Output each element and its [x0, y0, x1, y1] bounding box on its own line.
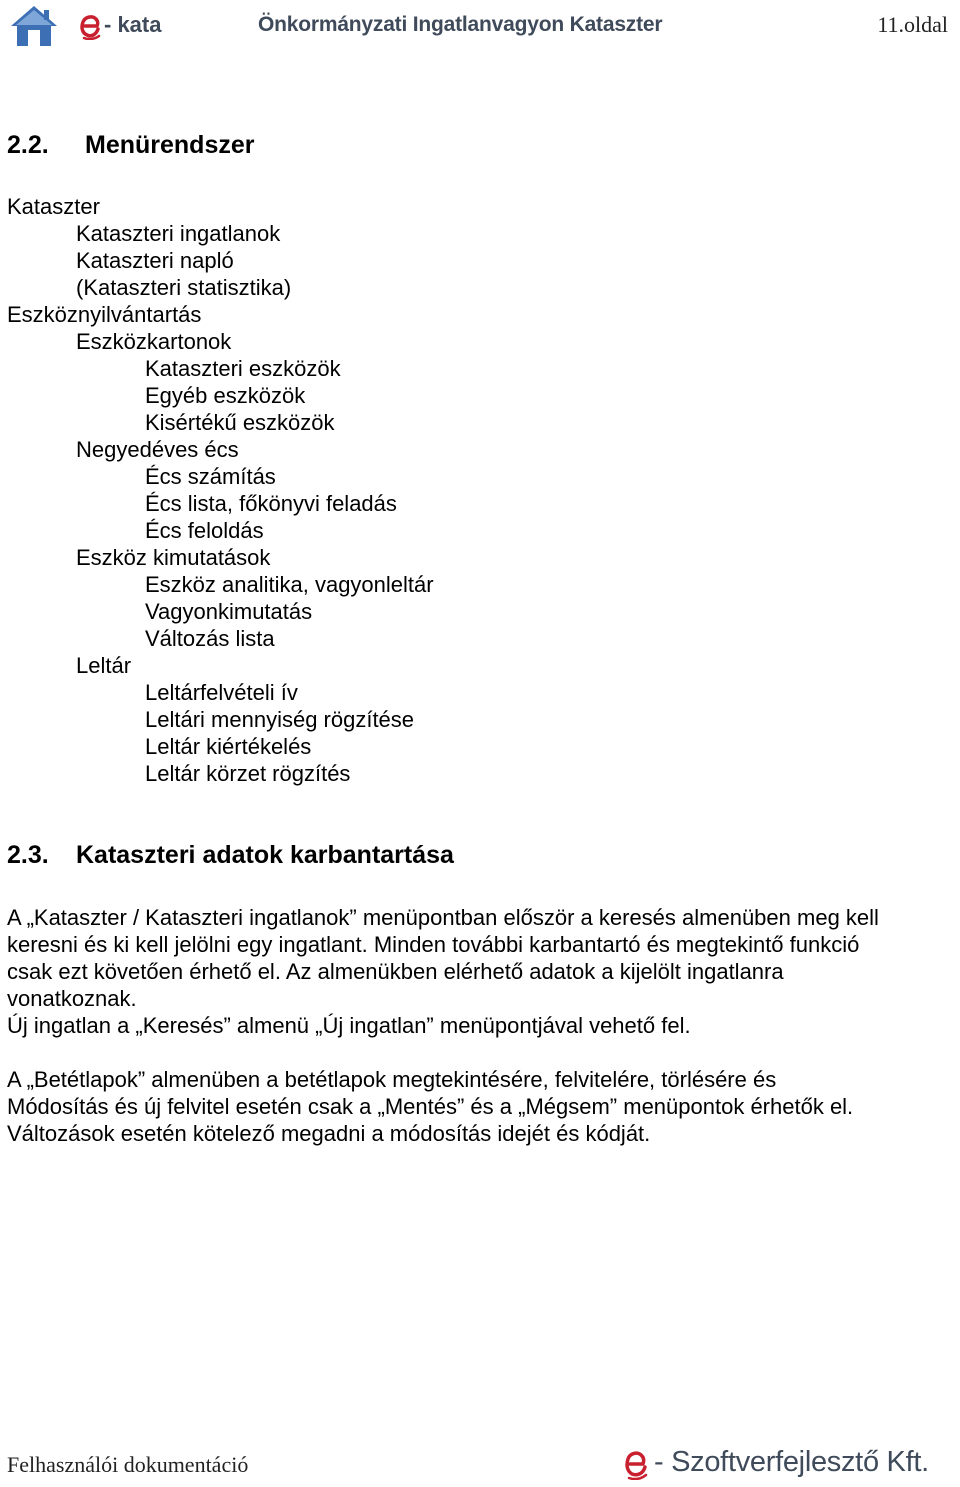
- text-line: csak ezt követően érhető el. Az almenükben elérhető adatok a kijelölt ingatlanra: [7, 959, 784, 984]
- paragraph-intro: [7, 904, 952, 1039]
- menu-item-level-1: Eszköznyilvántartás: [7, 302, 202, 327]
- menu-item-level-3: Változás lista: [145, 626, 275, 651]
- menu-item-level-3: Écs lista, főkönyvi feladás: [145, 491, 397, 516]
- menu-item-level-3: Kisértékű eszközök: [145, 410, 335, 435]
- menu-item-level-1: Kataszter: [7, 194, 100, 219]
- text-line: Változások esetén kötelező megadni a módosítás idejét és kódját.: [7, 1121, 651, 1146]
- e-logo-icon: [80, 10, 102, 40]
- page-number: 11.oldal: [877, 12, 948, 37]
- section-heading-maintenance: [7, 841, 454, 870]
- section-title: Kataszteri adatok karbantartása: [76, 841, 454, 869]
- menu-item-level-3: Écs számítás: [145, 464, 276, 489]
- menu-item-level-2: Eszközkartonok: [76, 329, 232, 354]
- text-line: A „Betétlapok” almenüben a betétlapok megtekintésére, felvitelére, törlésére és: [7, 1067, 777, 1092]
- e-logo-icon: [625, 1446, 649, 1480]
- section-title: Menürendszer: [85, 131, 255, 159]
- menu-item-level-2: Eszköz kimutatások: [76, 545, 271, 570]
- paragraph-betetlapok: [7, 1066, 952, 1147]
- menu-item-level-3: Kataszteri eszközök: [145, 356, 341, 381]
- menu-item-level-3: Écs feloldás: [145, 518, 264, 543]
- text-line: Módosítás és új felvitel esetén csak a „Mentés” és a „Mégsem” menüpontok érhetők el.: [7, 1094, 854, 1119]
- menu-item-level-3: Egyéb eszközök: [145, 383, 306, 408]
- home-icon: [9, 4, 59, 48]
- text-line: keresni és ki kell jelölni egy ingatlant. Minden további karbantartó és megtekintő funkció: [7, 932, 860, 957]
- text-line: vonatkoznak.: [7, 986, 137, 1011]
- footer-company-name: - Szoftverfejlesztő Kft.: [654, 1446, 929, 1478]
- menu-item-level-2: (Kataszteri statisztika): [76, 275, 292, 300]
- footer-doc-label: Felhasználói dokumentáció: [7, 1452, 249, 1477]
- menu-item-level-2: Leltár: [76, 653, 132, 678]
- section-number: 2.2.: [7, 131, 49, 159]
- menu-item-level-3: Leltár körzet rögzítés: [145, 761, 351, 786]
- text-line: Új ingatlan a „Keresés” almenü „Új ingatlan” menüpontjával vehető fel.: [7, 1013, 691, 1038]
- menu-item-level-2: Negyedéves écs: [76, 437, 239, 462]
- menu-item-level-2: Kataszteri napló: [76, 248, 234, 273]
- section-number: 2.3.: [7, 841, 49, 869]
- menu-item-level-3: Leltárfelvételi ív: [145, 680, 298, 705]
- menu-item-level-3: Leltári mennyiség rögzítése: [145, 707, 415, 732]
- logo-text: - kata: [104, 12, 162, 37]
- menu-item-level-3: Eszköz analitika, vagyonleltár: [145, 572, 434, 597]
- section-heading-menu: [7, 131, 254, 160]
- menu-item-level-3: Leltár kiértékelés: [145, 734, 312, 759]
- menu-item-level-3: Vagyonkimutatás: [145, 599, 313, 624]
- page-header: [0, 0, 960, 56]
- text-line: A „Kataszter / Kataszteri ingatlanok” menüpontban először a keresés almenüben meg kell: [7, 905, 879, 930]
- header-title: Önkormányzati Ingatlanvagyon Kataszter: [258, 13, 663, 36]
- menu-tree: [7, 193, 434, 787]
- menu-item-level-2: Kataszteri ingatlanok: [76, 221, 281, 246]
